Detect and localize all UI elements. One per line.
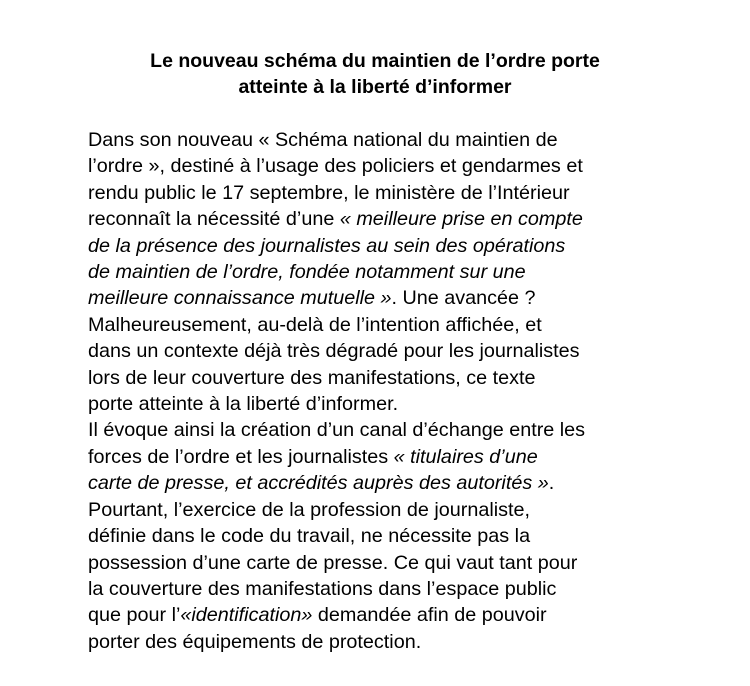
text-run: que pour l’ xyxy=(88,604,181,627)
text-run: rendu public le 17 septembre, le ministère de l’Intérieur xyxy=(88,181,570,204)
text-run: Pourtant, l’exercice de la profession de journaliste, xyxy=(88,498,531,521)
text-run: la couverture des manifestations dans l’espace public xyxy=(88,577,557,600)
text-run: . Une avancée ? xyxy=(391,287,536,310)
text-run: forces de l’ordre et les journalistes xyxy=(88,445,394,468)
document-title xyxy=(60,48,690,100)
text-run: Il évoque ainsi la création d’un canal d’échange entre les xyxy=(88,419,586,442)
title-line: Le nouveau schéma du maintien de l’ordre porte xyxy=(150,50,600,72)
body-line xyxy=(88,444,688,470)
body-line xyxy=(88,391,688,417)
body-line xyxy=(88,312,688,338)
body-line xyxy=(88,127,688,153)
body-line xyxy=(88,417,688,443)
body-line xyxy=(88,259,688,285)
text-run: définie dans le code du travail, ne nécessite pas la xyxy=(88,525,531,548)
body-line xyxy=(88,470,688,496)
text-run: porter des équipements de protection. xyxy=(88,630,422,653)
italic-quote-text: meilleure connaissance mutuelle » xyxy=(88,287,392,310)
body-line xyxy=(88,153,688,179)
text-run: l’ordre », destiné à l’usage des policiers et gendarmes et xyxy=(88,155,583,178)
italic-quote-text: «identification» xyxy=(180,604,313,627)
body-line xyxy=(88,233,688,259)
text-run: demandée afin de pouvoir xyxy=(312,604,547,627)
text-run: possession d’une carte de presse. Ce qui vaut tant pour xyxy=(88,551,578,574)
body-line xyxy=(88,629,688,655)
body-text xyxy=(88,127,688,655)
body-line xyxy=(88,523,688,549)
italic-quote-text: de la présence des journalistes au sein des opérations xyxy=(88,234,566,257)
body-line xyxy=(88,285,688,311)
body-line xyxy=(88,497,688,523)
body-line xyxy=(88,338,688,364)
body-line xyxy=(88,576,688,602)
text-run: dans un contexte déjà très dégradé pour les journalistes xyxy=(88,340,580,363)
text-run: lors de leur couverture des manifestations, ce texte xyxy=(88,366,536,389)
body-line xyxy=(88,206,688,232)
body-line xyxy=(88,602,688,628)
italic-quote-text: « titulaires d’une xyxy=(393,445,538,468)
body-line xyxy=(88,550,688,576)
text-run: Dans son nouveau « Schéma national du maintien de xyxy=(88,129,558,151)
italic-quote-text: carte de presse, et accrédités auprès des autorités » xyxy=(88,472,549,495)
body-line xyxy=(88,365,688,391)
text-run: Malheureusement, au-delà de l’intention affichée, et xyxy=(88,313,542,336)
italic-quote-text: de maintien de l’ordre, fondée notamment sur une xyxy=(88,261,526,284)
body-line xyxy=(88,180,688,206)
title-line: atteinte à la liberté d’informer xyxy=(238,76,512,98)
text-run: porte atteinte à la liberté d’informer. xyxy=(88,393,399,416)
text-run: . xyxy=(548,472,555,495)
italic-quote-text: « meilleure prise en compte xyxy=(339,208,583,231)
text-run: reconnaît la nécessité d’une xyxy=(88,208,340,231)
